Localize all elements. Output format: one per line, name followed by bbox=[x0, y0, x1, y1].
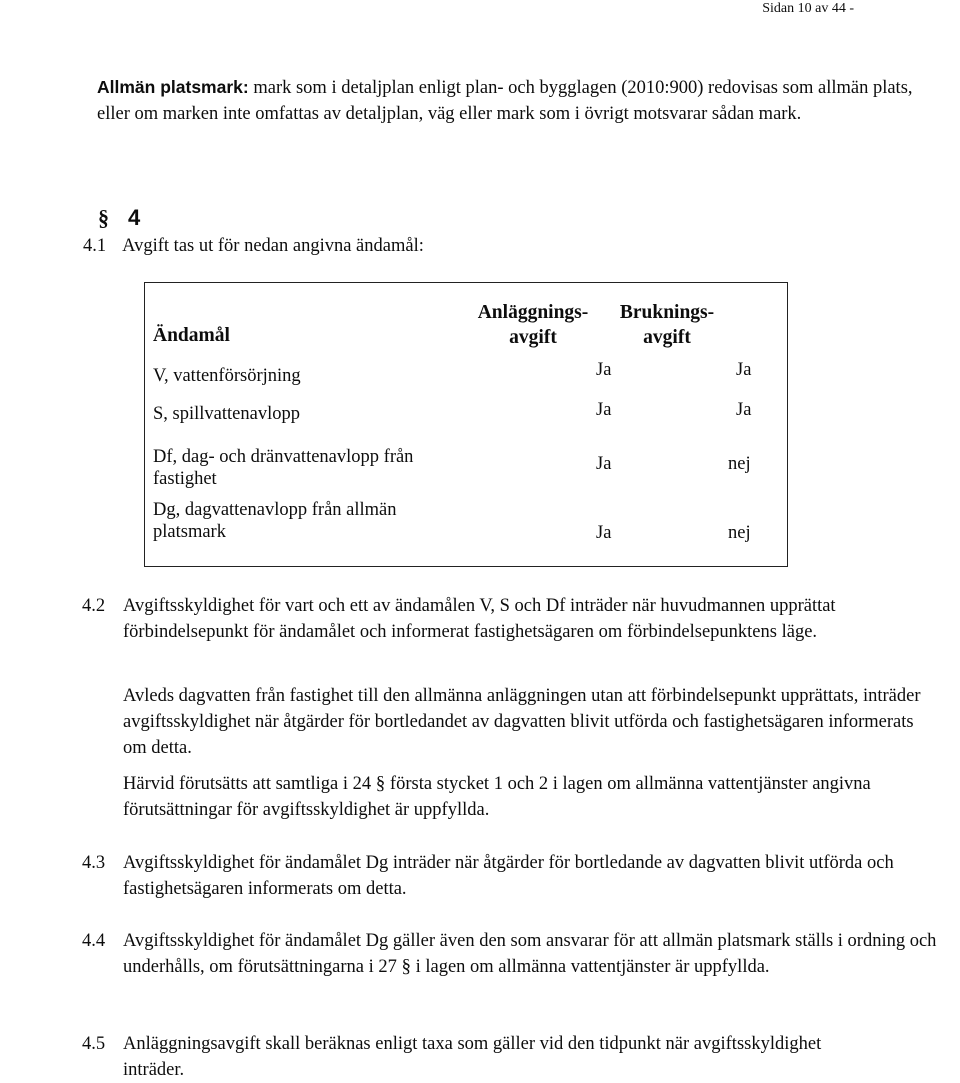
table-row-purpose bbox=[153, 499, 397, 543]
text-part: första stycket 1 och 2 i lagen om allmänna vattentjänster angivna förutsättningar för avgiftsskyldighet är uppfyllda. bbox=[123, 774, 871, 820]
text-part: Avgiftsskyldighet för ändamålet Dg gäller även den som ansvarar för att allmän platsmark ställs i ordning och underhålls, om förutsättningarna i 27 bbox=[123, 931, 937, 977]
paragraph-4-2-conditions bbox=[123, 771, 958, 823]
table-row-usage: Ja bbox=[736, 360, 752, 380]
section-symbol: § bbox=[98, 205, 109, 230]
table-row-usage: Ja bbox=[736, 400, 752, 420]
intro-text: Avgift tas ut för nedan angivna ändamål: bbox=[122, 236, 424, 256]
header-connection-line2: avgift bbox=[509, 327, 557, 348]
paragraph-4-3: Avgiftsskyldighet för ändamålet Dg inträder när åtgärder för bortledande av dagvatten blivit utförda och fastighetsägaren informerats om detta. bbox=[123, 853, 894, 899]
table-row-connection: Ja bbox=[596, 400, 612, 420]
section-symbol: § bbox=[401, 956, 411, 977]
table-row-purpose: V, vattenförsörjning bbox=[153, 366, 301, 386]
text-part: i lagen om allmänna vattentjänster är uppfyllda. bbox=[410, 957, 770, 977]
table-row-connection: Ja bbox=[596, 360, 612, 380]
purpose-line1: Dg, dagvattenavlopp från allmän bbox=[153, 500, 397, 520]
definition-paragraph bbox=[97, 74, 917, 127]
header-usage-line1: Bruknings- bbox=[619, 302, 715, 323]
purpose-line2: platsmark bbox=[153, 522, 226, 542]
fee-table bbox=[144, 282, 788, 567]
table-header-purpose: Ändamål bbox=[153, 325, 230, 346]
definition-term: Allmän platsmark: bbox=[97, 77, 249, 97]
table-row-purpose bbox=[153, 446, 413, 490]
intro-number: 4.1 bbox=[83, 236, 107, 256]
table-row-usage: nej bbox=[728, 523, 751, 543]
table-row-purpose: S, spillvattenavlopp bbox=[153, 404, 300, 424]
purpose-line2: fastighet bbox=[153, 469, 217, 489]
paragraph-4-4 bbox=[123, 928, 948, 980]
table-row-connection: Ja bbox=[596, 523, 612, 543]
paragraph-4-5: Anläggningsavgift skall beräknas enligt taxa som gäller vid den tidpunkt när avgiftsskyldighet inträder. bbox=[123, 1034, 822, 1080]
paragraph-number: 4.5 bbox=[82, 1034, 106, 1054]
header-connection-line1: Anläggnings- bbox=[477, 302, 589, 323]
table-row-usage: nej bbox=[728, 454, 751, 474]
definition-text: mark som i detaljplan enligt plan- och bygglagen (2010:900) redovisas som allmän plats, eller om marken inte omfattas av detaljplan, väg eller mark som i övrigt motsvarar sådan mark. bbox=[97, 78, 913, 124]
paragraph-4-2-stormwater: Avleds dagvatten från fastighet till den allmänna anläggningen utan att förbindelsepunkt upprättats, inträder avgiftsskyldighet när åtgärder för bortledandet av dagvatten blivit utförda och fastighetsägaren informerats om detta. bbox=[123, 686, 921, 758]
section-number: 4 bbox=[128, 205, 141, 230]
paragraph-number: 4.3 bbox=[82, 853, 106, 873]
paragraph-4-2: Avgiftsskyldighet för vart och ett av ändamålen V, S och Df inträder när huvudmannen upprättat förbindelsepunkt för ändamålet och informerat fastighetsägaren om förbindelsepunktens läge. bbox=[123, 596, 836, 642]
section-symbol: § bbox=[375, 773, 386, 794]
purpose-line1: Df, dag- och dränvattenavlopp från bbox=[153, 447, 414, 467]
paragraph-number: 4.4 bbox=[82, 931, 106, 951]
table-header-usage-fee bbox=[592, 300, 742, 350]
table-header-connection-fee bbox=[458, 300, 608, 350]
text-part: Härvid förutsätts att samtliga i 24 bbox=[123, 774, 376, 794]
intro-line bbox=[83, 236, 424, 257]
paragraph-number: 4.2 bbox=[82, 596, 106, 616]
header-usage-line2: avgift bbox=[643, 327, 691, 348]
table-row-connection: Ja bbox=[596, 454, 612, 474]
page-number-header: Sidan 10 av 44 - bbox=[762, 1, 854, 16]
